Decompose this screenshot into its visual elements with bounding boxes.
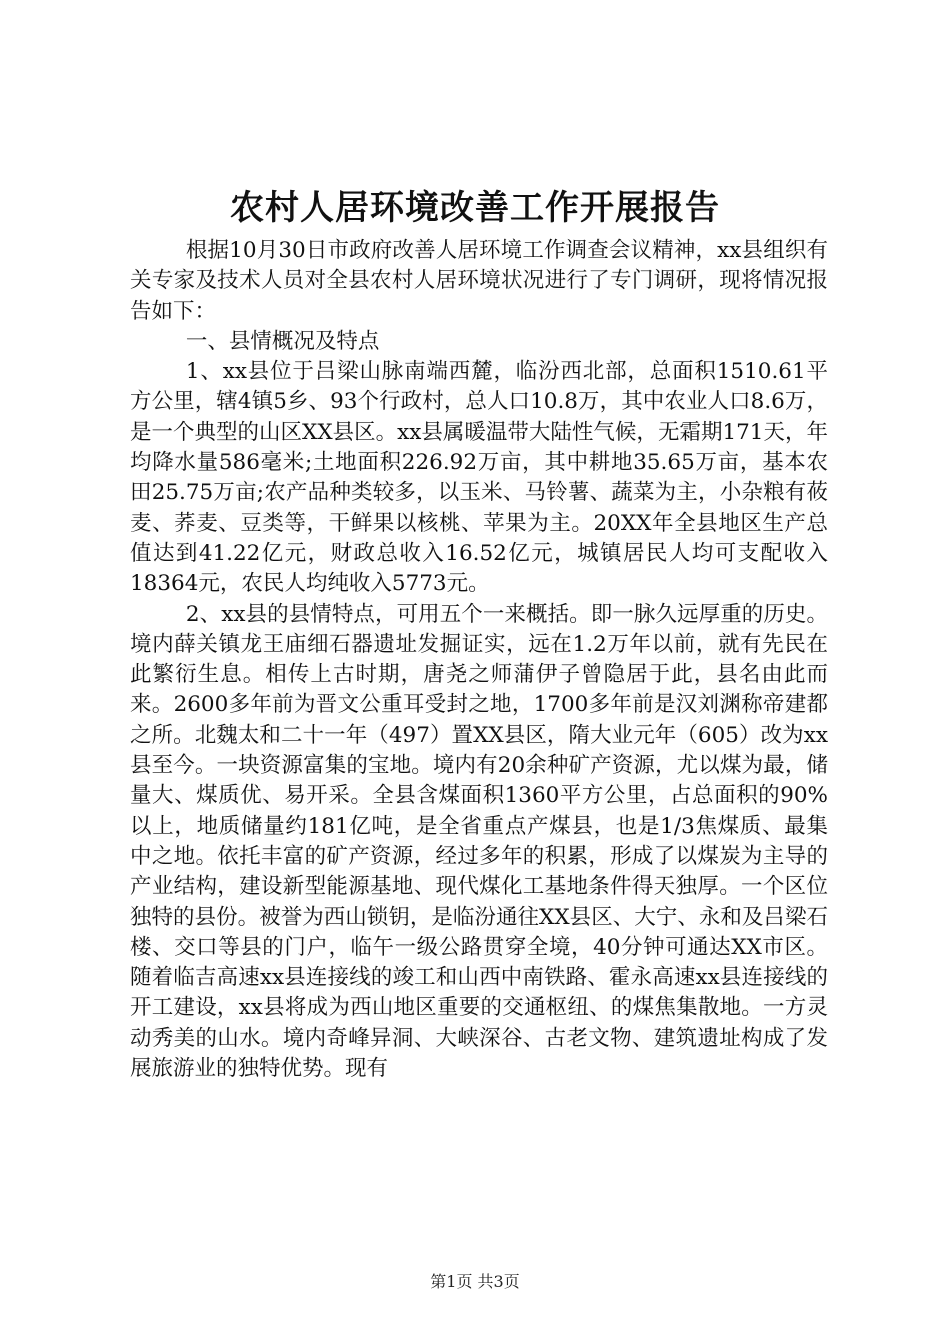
page-footer <box>0 1271 950 1293</box>
page-number: 第1页 共3页 <box>430 1272 520 1291</box>
document-body <box>130 236 828 1084</box>
section-heading: 一、县情概况及特点 <box>185 328 380 354</box>
intro-paragraph: 根据10月30日市政府改善人居环境工作调查会议精神，xx县组织有关专家及技术人员对全县农村人居环境状况进行了专门调研，现将情况报告如下： <box>130 238 828 324</box>
document-title: 农村人居环境改善工作开展报告 <box>230 188 720 228</box>
body-paragraph: 2、xx县的县情特点，可用五个一来概括。即一脉久远厚重的历史。境内薛关镇龙王庙细石器遗址发掘证实，远在1.2万年以前，就有先民在此繁衍生息。相传上古时期，唐尧之师蒲伊子曾隐居于此，县名由此而来。2600多年前为晋文公重耳受封之地，1700多年前是汉刘渊称帝建都之所。北魏太和二十一年（497）置XX县区，隋大业元年（605）改为xx县至今。一块资源富集的宝地。境内有20余种矿产资源，尤以煤为最，储量大、煤质优、易开采。全县含煤面积1360平方公里，占总面积的90%以上，地质储量约181亿吨，是全省重点产煤县，也是1/3焦煤质、最集中之地。依托丰富的矿产资源，经过多年的积累，形成了以煤炭为主导的产业结构，建设新型能源基地、现代煤化工基地条件得天独厚。一个区位独特的县份。被誉为西山锁钥，是临汾通往XX县区、大宁、永和及吕梁石楼、交口等县的门户，临午一级公路贯穿全境，40分钟可通达XX市区。随着临吉高速xx县连接线的竣工和山西中南铁路、霍永高速xx县连接线的开工建设，xx县将成为西山地区重要的交通枢纽、的煤焦集散地。一方灵动秀美的山水。境内奇峰异洞、大峡深谷、古老文物、建筑遗址构成了发展旅游业的独特优势。现有 <box>130 601 828 1082</box>
body-paragraph: 1、xx县位于吕梁山脉南端西麓，临汾西北部，总面积1510.61平方公里，辖4镇5乡、93个行政村，总人口10.8万，其中农业人口8.6万，是一个典型的山区XX县区。xx县属暖温带大陆性气候，无霜期171天，年均降水量586毫米;土地面积226.92万亩，其中耕地35.65万亩，基本农田25.75万亩;农产品种类较多，以玉米、马铃薯、蔬菜为主，小杂粮有莜麦、荞麦、豆类等，干鲜果以核桃、苹果为主。20XX年全县地区生产总值达到41.22亿元，财政总收入16.52亿元，城镇居民人均可支配收入18364元，农民人均纯收入5773元。 <box>130 359 828 597</box>
